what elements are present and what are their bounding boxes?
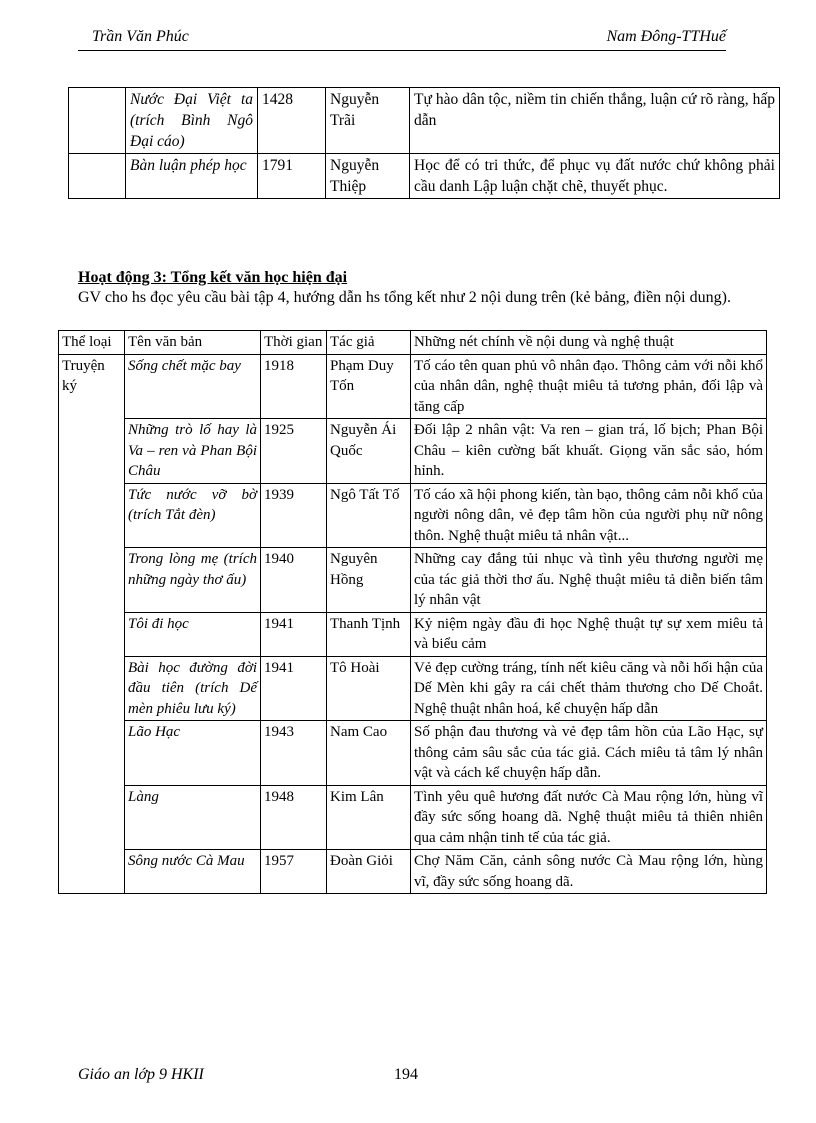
work-title-cell: Sông nước Cà Mau xyxy=(125,850,261,894)
literature-table-continued xyxy=(68,87,780,199)
author-cell: Phạm Duy Tốn xyxy=(327,354,411,419)
table-row xyxy=(69,154,780,199)
work-title-cell: Bài học đường đời đầu tiên (trích Dế mèn phiêu lưu ký) xyxy=(125,656,261,721)
table-row xyxy=(59,354,767,419)
notes-cell: Học để có tri thức, để phục vụ đất nước chứ không phải cầu danh Lập luận chặt chẽ, thuyết phục. xyxy=(410,154,780,199)
author-cell: Tô Hoài xyxy=(327,656,411,721)
page-header xyxy=(78,28,726,51)
work-title-cell: Trong lòng mẹ (trích những ngày thơ ấu) xyxy=(125,548,261,613)
author-cell: Thanh Tịnh xyxy=(327,612,411,656)
table-row xyxy=(59,548,767,613)
footer-course: Giáo an lớp 9 HKII xyxy=(78,1066,204,1083)
author-cell: Kim Lân xyxy=(327,785,411,850)
modern-literature-table xyxy=(58,330,767,894)
notes-cell: Tự hào dân tộc, niềm tin chiến thắng, luận cứ rõ ràng, hấp dẫn xyxy=(410,88,780,154)
work-title-cell: Sống chết mặc bay xyxy=(125,354,261,419)
work-title-cell: Bàn luận phép học xyxy=(126,154,258,199)
notes-cell: Tố cáo xã hội phong kiến, tàn bạo, thông cảm nỗi khổ của người nông dân, vẻ đẹp tâm hồn của người phụ nữ nông thôn. Nghệ thuật miêu tả nhân vật... xyxy=(411,483,767,548)
work-title-cell: Tôi đi học xyxy=(125,612,261,656)
section-title: Hoạt động 3: Tổng kết văn học hiện đại xyxy=(78,269,348,286)
notes-cell: Tố cáo tên quan phủ vô nhân đạo. Thông cảm với nỗi khổ của nhân dân, nghệ thuật miêu tả tương phản, đối lập và tăng cấp xyxy=(411,354,767,419)
notes-cell: Vẻ đẹp cường tráng, tính nết kiêu căng và nỗi hối hận của Dế Mèn khi gây ra cái chết thảm thương cho Dế Choắt. Nghệ thuật nhân hoá, kể chuyện hấp dẫn xyxy=(411,656,767,721)
year-cell: 1948 xyxy=(261,785,327,850)
year-cell: 1957 xyxy=(261,850,327,894)
genre-cell xyxy=(69,154,126,199)
header-notes: Những nét chính về nội dung và nghệ thuật xyxy=(411,331,767,355)
notes-cell: Số phận đau thương và vẻ đẹp tâm hồn của Lão Hạc, sự thông cảm sâu sắc của tác giả. Cách miêu tả tâm lý nhân vật và cách kể chuyện hấp dẫn. xyxy=(411,721,767,786)
table-row xyxy=(69,88,780,154)
author-cell: Nguyễn Thiệp xyxy=(326,154,410,199)
year-cell: 1925 xyxy=(261,419,327,484)
work-title-cell: Tức nước vỡ bờ (trích Tắt đèn) xyxy=(125,483,261,548)
header-author: Tác giả xyxy=(327,331,411,355)
genre-cell: Truyện ký xyxy=(59,354,125,894)
genre-cell xyxy=(69,88,126,154)
author-cell: Nguyễn Trãi xyxy=(326,88,410,154)
table-row xyxy=(59,419,767,484)
year-cell: 1940 xyxy=(261,548,327,613)
header-genre: Thể loại xyxy=(59,331,125,355)
notes-cell: Kỷ niệm ngày đầu đi học Nghệ thuật tự sự xem miêu tả và biểu cảm xyxy=(411,612,767,656)
table-row xyxy=(59,721,767,786)
author-cell: Đoàn Giỏi xyxy=(327,850,411,894)
section-intro: GV cho hs đọc yêu cầu bài tập 4, hướng dẫn hs tổng kết như 2 nội dung trên (kẻ bảng, điền nội dung). xyxy=(78,289,731,306)
year-cell: 1943 xyxy=(261,721,327,786)
header-author: Trần Văn Phúc xyxy=(92,28,189,45)
table-row xyxy=(59,483,767,548)
author-cell: Nguyên Hồng xyxy=(327,548,411,613)
table-row xyxy=(59,785,767,850)
table-row xyxy=(59,612,767,656)
work-title-cell: Lão Hạc xyxy=(125,721,261,786)
author-cell: Nam Cao xyxy=(327,721,411,786)
year-cell: 1941 xyxy=(261,656,327,721)
year-cell: 1939 xyxy=(261,483,327,548)
table-row xyxy=(59,850,767,894)
table-header-row xyxy=(59,331,767,355)
page-number: 194 xyxy=(394,1066,418,1083)
section-block xyxy=(78,268,748,308)
year-cell: 1428 xyxy=(258,88,326,154)
author-cell: Nguyễn Ái Quốc xyxy=(327,419,411,484)
work-title-cell: Những trò lố hay là Va – ren và Phan Bội Châu xyxy=(125,419,261,484)
notes-cell: Tình yêu quê hương đất nước Cà Mau rộng lớn, hùng vĩ đầy sức sống hoang dã. Nghệ thuật miêu tả thiên nhiên qua cảm nhận tinh tế của tác giả. xyxy=(411,785,767,850)
year-cell: 1941 xyxy=(261,612,327,656)
header-year: Thời gian xyxy=(261,331,327,355)
table-row xyxy=(59,656,767,721)
notes-cell: Đối lập 2 nhân vật: Va ren – gian trá, lố bịch; Phan Bội Châu – kiên cường bất khuất. Giọng văn sắc sảo, hóm hỉnh. xyxy=(411,419,767,484)
year-cell: 1791 xyxy=(258,154,326,199)
author-cell: Ngô Tất Tố xyxy=(327,483,411,548)
work-title-cell: Làng xyxy=(125,785,261,850)
header-title: Tên văn bản xyxy=(125,331,261,355)
notes-cell: Chợ Năm Căn, cảnh sông nước Cà Mau rộng lớn, hùng vĩ, đầy sức sống hoang dã. xyxy=(411,850,767,894)
year-cell: 1918 xyxy=(261,354,327,419)
header-location: Nam Đông-TTHuế xyxy=(606,28,726,45)
work-title-cell: Nước Đại Việt ta (trích Bình Ngô Đại cáo) xyxy=(126,88,258,154)
notes-cell: Những cay đắng tủi nhục và tình yêu thương người mẹ của tác giả thời thơ ấu. Nghệ thuật miêu tả diễn biến tâm lý nhân vật xyxy=(411,548,767,613)
